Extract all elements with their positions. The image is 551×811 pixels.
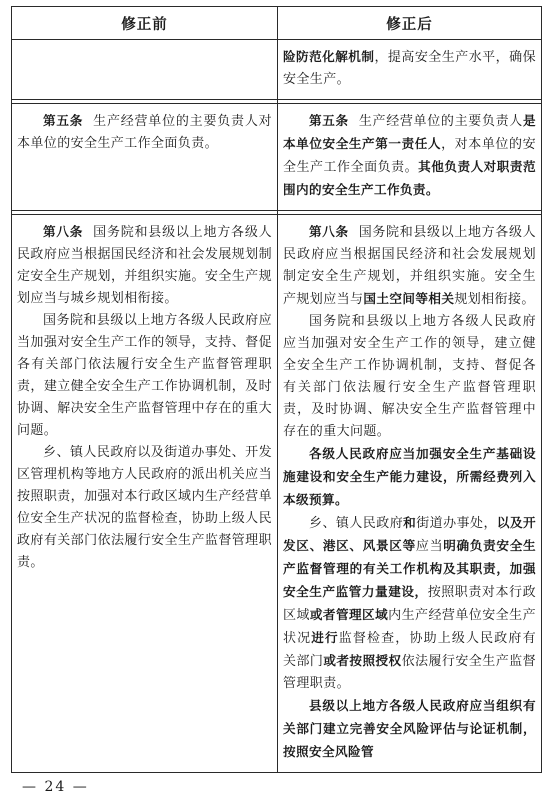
amended-text: 国土空间等相关	[363, 291, 455, 306]
text-segment: 应当	[415, 539, 444, 554]
cell-content	[283, 40, 536, 99]
paragraph	[283, 443, 536, 512]
amended-text: 以及开发区、港区、风景区等	[283, 515, 536, 553]
paragraph	[283, 221, 536, 311]
cell-content	[17, 104, 272, 163]
text-segment: ，提高安全生产水平，确保安全生产。	[283, 50, 536, 87]
text-segment: 依法履行安全生产监督管理职责。	[283, 654, 536, 691]
table-row	[12, 104, 542, 211]
amended-text: 是本单位安全生产第一责任人	[283, 113, 536, 151]
table-row	[12, 40, 542, 100]
paragraph	[283, 512, 536, 695]
article-number: 第八条	[43, 224, 84, 239]
text-segment: 国务院和县级以上地方各级人民政府应当根据国民经济和社会发展规划制定安全生产规划，并组织实施。安全生产规划应当与城乡规划相衔接。	[17, 225, 273, 306]
text-segment: 乡、镇人民政府	[309, 516, 404, 531]
text-segment: 内生产经营单位安全生产状况	[283, 608, 536, 646]
table-header-row	[12, 7, 542, 40]
cell-after	[278, 215, 542, 773]
cell-before	[12, 215, 278, 773]
text-segment: 街道办事处，	[416, 516, 497, 531]
text-segment: 国务院和县级以上地方各级人民政府应当加强对安全生产工作的领导，支持、督促各有关部门依法履行安全生产监督管理职责，建立健全安全生产工作协调机制，及时协调、解决安全生产监督管理中存在的重大问题。	[17, 313, 272, 438]
cell-after	[278, 40, 542, 100]
header-before: 修正前	[12, 7, 278, 40]
text-segment: 国务院和县级以上地方各级人民政府应当加强对安全生产工作的领导，建立健全安全生产工作协调机制，支持、督促各有关部门依法履行安全生产监督管理职责，及时协调、解决安全生产监督管理中存在的重大问题。	[283, 314, 536, 439]
header-after: 修正后	[278, 7, 542, 40]
amended-text: 险防范化解机制	[283, 49, 375, 64]
cell-before	[12, 104, 278, 211]
cell-content	[283, 215, 536, 772]
text-segment: 按照职责对本行政区域	[283, 585, 536, 623]
amended-text: 县级以上地方各级人民政府应当组织有关部门建立完善安全风险评估与论证机制，按照安全风险管	[283, 698, 536, 759]
text-segment: 监督检查，协助上级人民政府有关部门	[283, 631, 536, 669]
page-number: — 24 —	[22, 779, 89, 795]
article-number: 第八条	[309, 224, 349, 239]
text-segment: 国务院和县级以上地方各级人民政府应当根据国民经济和社会发展规划制定安全生产规划，并组织实施。安全生产规划应当与	[283, 225, 537, 307]
amended-text: 各级人民政府应当加强安全生产基础设施建设和安全生产能力建设，所需经费列入本级预算。	[283, 446, 536, 507]
text-segment: 规划相衔接。	[454, 292, 535, 307]
cell-before	[12, 40, 278, 100]
article-number: 第五条	[309, 113, 349, 128]
text-segment: ，对本单位的安全生产工作全面负责。	[283, 137, 536, 175]
paragraph	[17, 310, 272, 442]
text-segment: 生产经营单位的主要负责人	[358, 114, 523, 129]
amended-text: 和	[403, 515, 417, 530]
text-segment: 乡、镇人民政府以及街道办事处、开发区管理机构等地方人民政府的派出机关应当按照职责，加强对本行政区域内生产经营单位安全生产状况的监督检查，协助上级人民政府有关部门依法履行安全生产监督管理职责。	[17, 445, 272, 570]
paragraph	[283, 695, 536, 764]
amended-text: 或者管理区域	[309, 607, 389, 622]
cell-content	[283, 104, 536, 210]
paragraph	[17, 442, 272, 574]
amended-text: 或者按照授权	[323, 653, 402, 668]
cell-content	[17, 40, 272, 54]
cell-content	[17, 215, 272, 582]
amended-text: 进行	[311, 630, 339, 645]
paragraph	[17, 221, 272, 310]
article-number: 第五条	[43, 113, 84, 128]
paragraph	[283, 110, 536, 202]
paragraph	[283, 46, 536, 91]
cell-after	[278, 104, 542, 211]
amended-text: 其他负责人对职责范围内的安全生产工作负责。	[283, 159, 536, 197]
comparison-table	[11, 6, 542, 773]
paragraph	[17, 110, 272, 155]
amended-text: 明确负责安全生产监督管理的有关工作机构及其职责，加强安全生产监管力量建设，	[283, 538, 536, 599]
paragraph	[283, 311, 536, 443]
table-row	[12, 215, 542, 773]
text-segment: 生产经营单位的主要负责人对本单位的安全生产工作全面负责。	[17, 114, 273, 151]
